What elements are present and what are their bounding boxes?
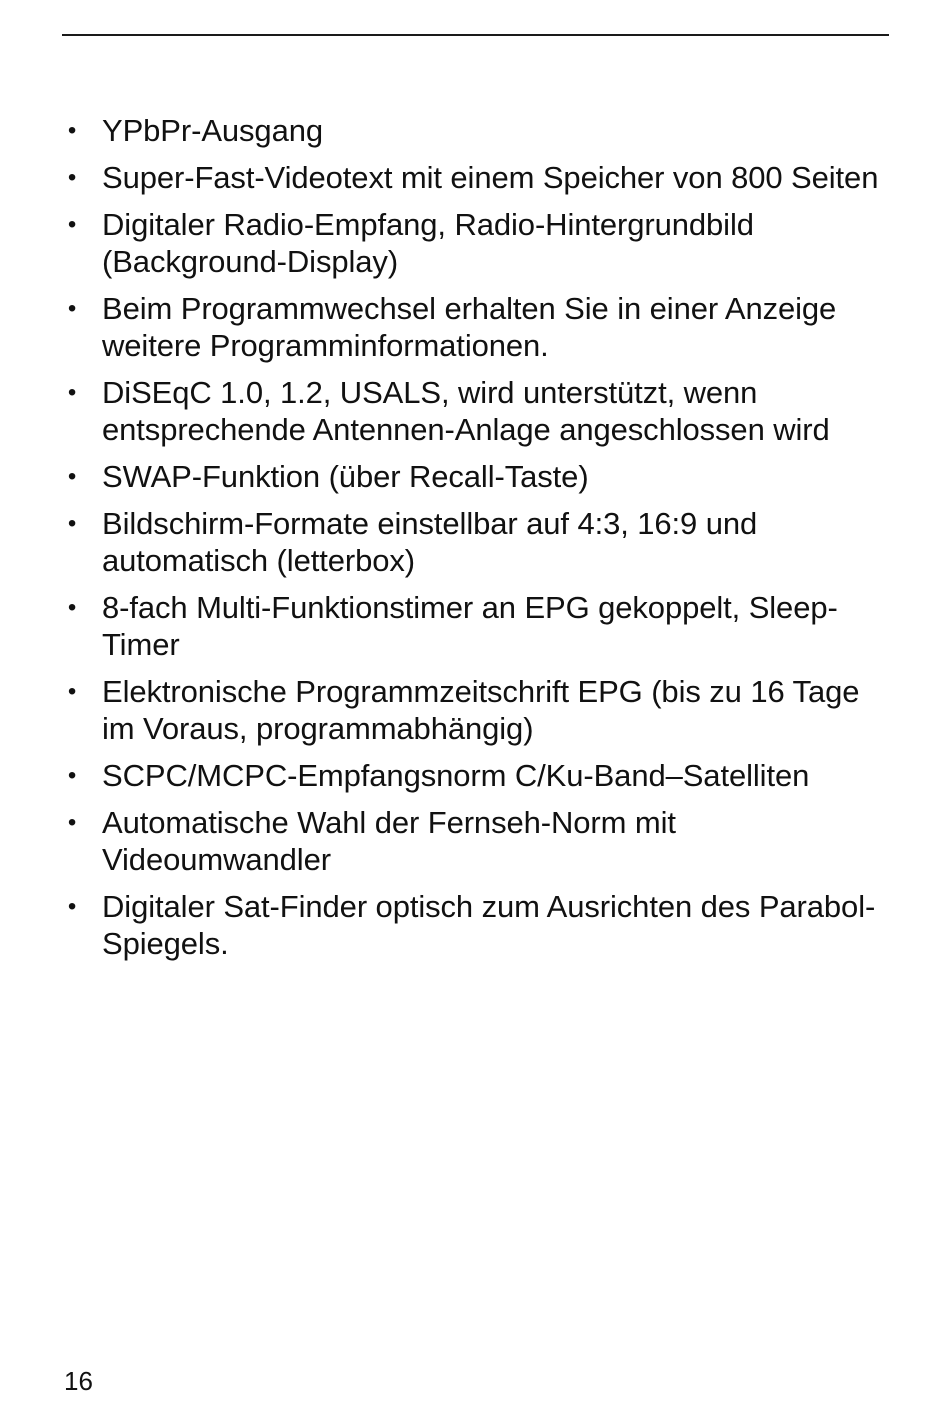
feature-text: Digitaler Radio-Empfang, Radio-Hintergrundbild (Background-Display) [102,207,754,279]
bullet-icon: • [67,211,77,238]
page-number: 16 [64,1366,93,1396]
list-item [62,374,892,448]
feature-text: Beim Programmwechsel erhalten Sie in einer Anzeige weitere Programminformationen. [102,291,837,363]
bullet-icon: • [67,295,77,322]
list-item [62,888,892,962]
feature-text: SCPC/MCPC-Empfangsnorm C/Ku-Band–Satelliten [102,758,810,793]
feature-text: Elektronische Programmzeitschrift EPG (bis zu 16 Tage im Voraus, programmabhängig) [102,674,860,746]
bullet-icon: • [67,379,77,406]
list-item [62,159,892,196]
feature-text: Automatische Wahl der Fernseh-Norm mit Videoumwandler [102,805,676,877]
bullet-icon: • [67,117,77,144]
bullet-icon: • [67,463,77,490]
feature-text: Bildschirm-Formate einstellbar auf 4:3, 16:9 und automatisch (letterbox) [102,506,758,578]
feature-text: YPbPr-Ausgang [102,113,323,148]
list-item [62,673,892,747]
bullet-icon: • [67,510,77,537]
feature-list [62,112,892,972]
list-item [62,589,892,663]
list-item [62,112,892,149]
feature-text: 8-fach Multi-Funktionstimer an EPG gekoppelt, Sleep-Timer [102,590,838,662]
list-item [62,757,892,794]
header-rule [62,34,889,36]
list-item [62,290,892,364]
list-item [62,804,892,878]
feature-text: Super-Fast-Videotext mit einem Speicher von 800 Seiten [102,160,879,195]
bullet-icon: • [67,594,77,621]
bullet-icon: • [67,809,77,836]
bullet-icon: • [67,762,77,789]
list-item [62,505,892,579]
bullet-icon: • [67,164,77,191]
feature-text: SWAP-Funktion (über Recall-Taste) [102,459,589,494]
bullet-icon: • [67,678,77,705]
feature-text: Digitaler Sat-Finder optisch zum Ausrichten des Parabol-Spiegels. [102,889,876,961]
bullet-icon: • [67,893,77,920]
list-item [62,458,892,495]
feature-text: DiSEqC 1.0, 1.2, USALS, wird unterstützt, wenn entsprechende Antennen-Anlage angeschlossen wird [102,375,830,447]
list-item [62,206,892,280]
